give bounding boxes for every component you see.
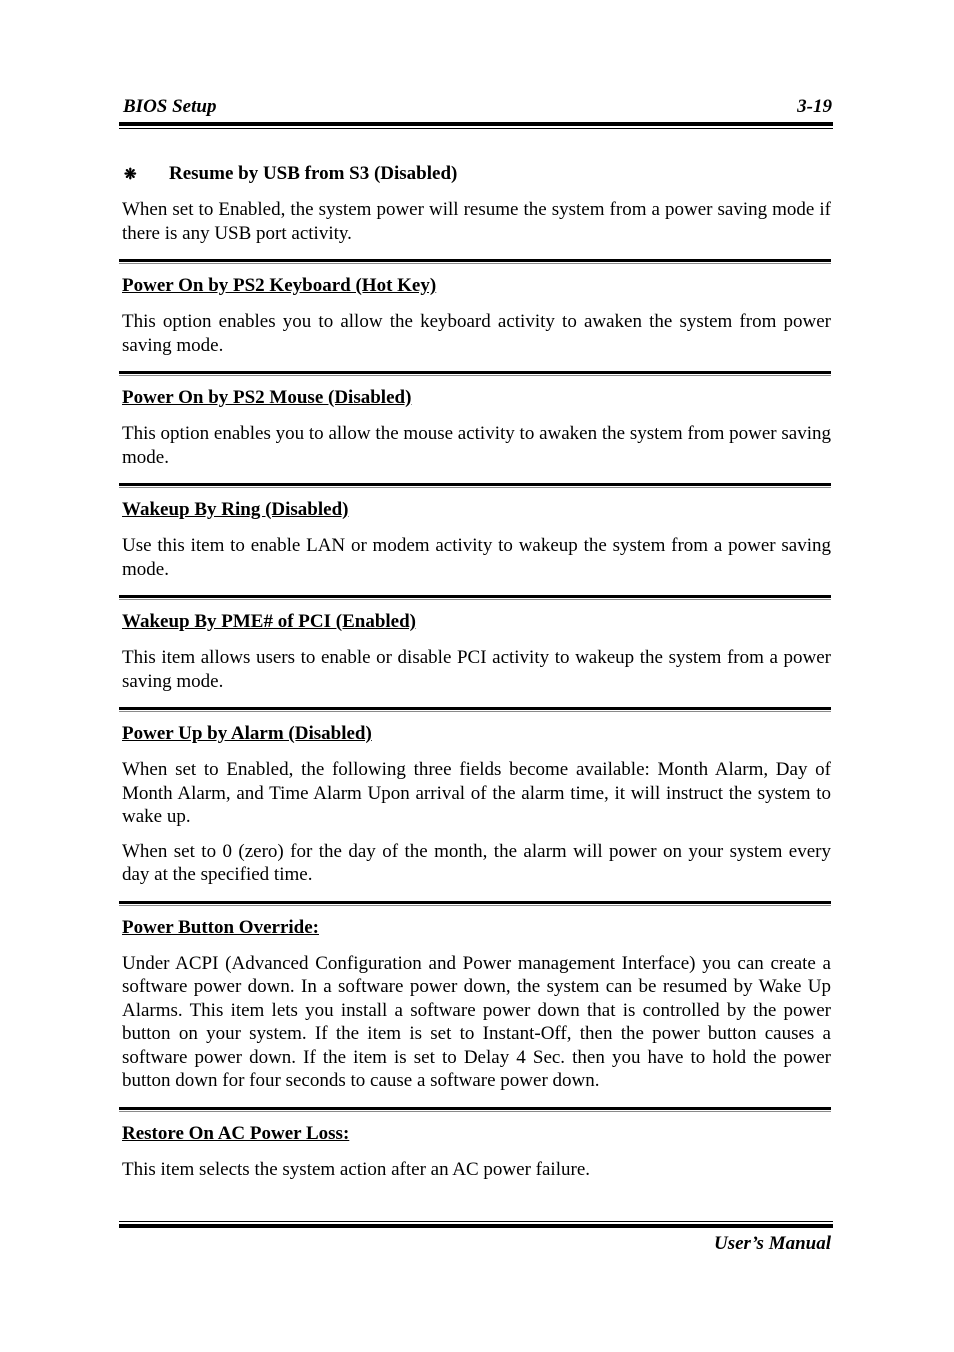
section-paragraph: This option enables you to allow the keyboard activity to awaken the system from power saving mode.	[122, 311, 831, 356]
section-heading: Power On by PS2 Keyboard (Hot Key)	[122, 275, 437, 296]
header-rule	[119, 122, 833, 129]
section-heading: Wakeup By PME# of PCI (Enabled)	[122, 611, 417, 632]
section-paragraph: This item allows users to enable or disable PCI activity to wakeup the system from a power saving mode.	[122, 647, 831, 692]
section-divider	[119, 371, 831, 376]
section-divider	[119, 707, 831, 712]
intro-paragraph: When set to Enabled, the system power will resume the system from a power saving mode if there is any USB port activity.	[122, 199, 831, 244]
footer-title: User’s Manual	[713, 1233, 831, 1254]
section-paragraph: When set to Enabled, the following three fields become available: Month Alarm, Day of Month Alarm, and Time Alarm Upon arrival of the alarm time, it will instruct the system to wake up.	[122, 759, 831, 827]
section-heading: Power Button Override:	[122, 916, 319, 938]
section-paragraph: Use this item to enable LAN or modem activity to wakeup the system from a power saving mode.	[122, 535, 831, 580]
section-heading: Power Up by Alarm (Disabled)	[122, 723, 372, 744]
section-heading: Wakeup By Ring (Disabled)	[122, 499, 349, 520]
section-heading: Restore On AC Power Loss:	[122, 1122, 350, 1144]
section-divider	[119, 901, 831, 906]
header-page-number: 3-19	[797, 96, 832, 117]
section-divider	[119, 595, 831, 600]
section-divider	[119, 1107, 831, 1112]
intro-heading: Resume by USB from S3 (Disabled)	[169, 163, 458, 184]
intro-heading-row	[122, 161, 831, 187]
page-body	[122, 161, 831, 1181]
footer-rule	[119, 1221, 833, 1228]
section-heading: Power On by PS2 Mouse (Disabled)	[122, 387, 412, 408]
section-divider	[119, 259, 831, 264]
asterisk-bullet-icon: ❋	[124, 166, 137, 183]
page-header	[122, 96, 832, 120]
section-paragraph: This option enables you to allow the mouse activity to awaken the system from power saving mode.	[122, 423, 831, 468]
header-section-title: BIOS Setup	[123, 96, 217, 117]
sections-container	[122, 259, 831, 1181]
section-paragraph: When set to 0 (zero) for the day of the month, the alarm will power on your system every day at the specified time.	[122, 840, 831, 885]
section-paragraph: This item selects the system action after an AC power failure.	[122, 1158, 590, 1180]
section-divider	[119, 483, 831, 488]
section-paragraph: Under ACPI (Advanced Configuration and Power management Interface) you can create a software power down. In a software power down, the system can be resumed by Wake Up Alarms. This item lets you install a software power down that is controlled by the power button on your system. If the item is set to Instant-Off, then the power button causes a software power down. If the item is set to Delay 4 Sec. then you have to hold the power button down for four seconds to cause a software power down.	[122, 952, 831, 1091]
